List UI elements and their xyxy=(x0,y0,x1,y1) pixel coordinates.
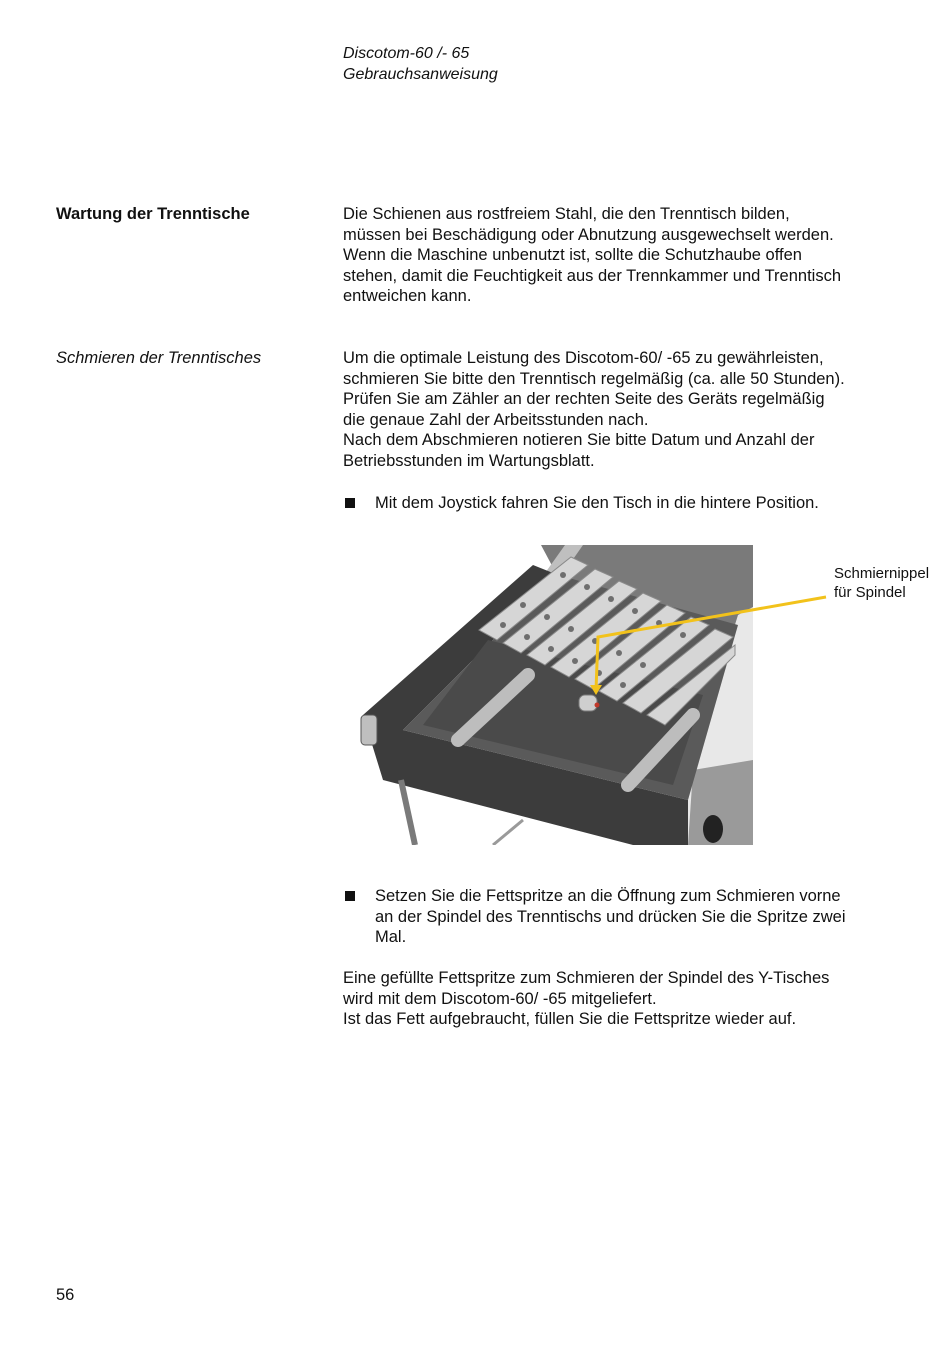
page-number: 56 xyxy=(56,1286,75,1304)
front-knob xyxy=(703,815,723,843)
body-line: Nach dem Abschmieren notieren Sie bitte Datum und Anzahl der xyxy=(343,431,815,450)
body-line: entweichen kann. xyxy=(343,287,472,306)
section-heading-schmieren: Schmieren der Trenntisches xyxy=(56,349,262,367)
section-body-schmieren xyxy=(343,348,903,472)
header-product: Discotom-60 /- 65 xyxy=(343,45,470,62)
body-line: Wenn die Maschine unbenutzt ist, sollte die Schutzhaube offen xyxy=(343,246,802,265)
callout-label xyxy=(834,564,929,602)
hose xyxy=(493,820,523,845)
bullet-text xyxy=(375,886,905,948)
bullet-text: Mit dem Joystick fahren Sie den Tisch in die hintere Position. xyxy=(375,494,819,512)
body-line: schmieren Sie bitte den Trenntisch regelmäßig (ca. alle 50 Stunden). xyxy=(343,369,845,388)
body-line: Prüfen Sie am Zähler an der rechten Seite des Geräts regelmäßig xyxy=(343,390,825,409)
section-heading-wartung: Wartung der Trenntische xyxy=(56,205,250,223)
body-line: die genaue Zahl der Arbeitsstunden nach. xyxy=(343,410,649,429)
section-body-wartung xyxy=(343,204,903,307)
closing-paragraph xyxy=(343,968,903,1030)
header-doc-type: Gebrauchsanweisung xyxy=(343,66,498,83)
grease-opening xyxy=(595,703,600,708)
bullet-fettspritze xyxy=(343,886,903,948)
clamp-knob xyxy=(361,715,377,745)
body-line: Um die optimale Leistung des Discotom-60/ -65 zu gewährleisten, xyxy=(343,349,824,367)
bullet-line: Setzen Sie die Fettspritze an die Öffnung zum Schmieren vorne xyxy=(375,887,841,905)
body-line: Eine gefüllte Fettspritze zum Schmieren der Spindel des Y-Tisches xyxy=(343,969,830,987)
bullet-line: Mal. xyxy=(375,928,407,947)
bullet-joystick xyxy=(343,493,903,514)
body-line: Ist das Fett aufgebraucht, füllen Sie die Fettspritze wieder auf. xyxy=(343,1010,797,1029)
body-line: Die Schienen aus rostfreiem Stahl, die den Trenntisch bilden, xyxy=(343,205,790,223)
document-header xyxy=(343,43,498,85)
bullet-square-icon xyxy=(345,891,355,901)
bullet-square-icon xyxy=(345,498,355,508)
callout-line-2: für Spindel xyxy=(834,584,906,601)
spindle-nipple xyxy=(579,695,597,711)
body-line: müssen bei Beschädigung oder Abnutzung ausgewechselt werden. xyxy=(343,225,834,244)
callout-line-1: Schmiernippel xyxy=(834,565,930,582)
bullet-line: an der Spindel des Trenntischs und drücken Sie die Spritze zwei xyxy=(375,907,846,926)
body-line: stehen, damit die Feuchtigkeit aus der Trennkammer und Trenntisch xyxy=(343,266,842,285)
frame-leg xyxy=(401,780,415,845)
body-line: Betriebsstunden im Wartungsblatt. xyxy=(343,451,595,470)
body-line: wird mit dem Discotom-60/ -65 mitgeliefert. xyxy=(343,989,657,1008)
